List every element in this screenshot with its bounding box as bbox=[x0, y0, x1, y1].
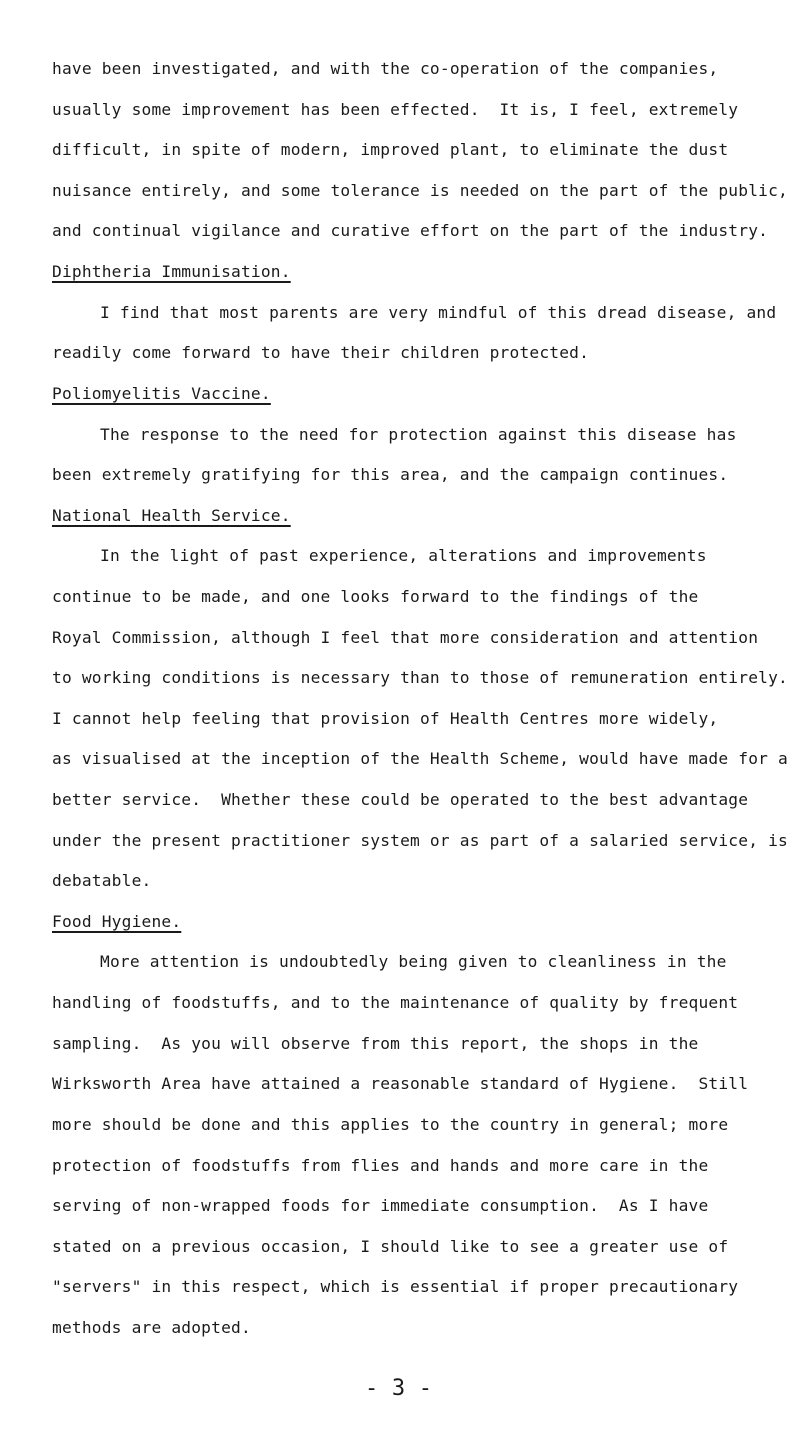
paragraph-line: I find that most parents are very mindful of this dread disease, and bbox=[100, 303, 777, 322]
paragraph-line: In the light of past experience, alterations and improvements bbox=[100, 546, 707, 565]
paragraph-line: sampling. As you will observe from this report, the shops in the bbox=[52, 1034, 699, 1053]
paragraph-line: to working conditions is necessary than to those of remuneration entirely. bbox=[52, 668, 788, 687]
paragraph-line: stated on a previous occasion, I should like to see a greater use of bbox=[52, 1237, 729, 1256]
paragraph-line: methods are adopted. bbox=[52, 1318, 251, 1337]
paragraph-line: I cannot help feeling that provision of Health Centres more widely, bbox=[52, 709, 719, 728]
paragraph-line: more should be done and this applies to the country in general; more bbox=[52, 1115, 729, 1134]
paragraph-line: under the present practitioner system or as part of a salaried service, is bbox=[52, 831, 788, 850]
section-heading-diphtheria: Diphtheria Immunisation. bbox=[52, 262, 291, 281]
paragraph-line: as visualised at the inception of the Health Scheme, would have made for a bbox=[52, 749, 788, 768]
paragraph-line: "servers" in this respect, which is essential if proper precautionary bbox=[52, 1277, 739, 1296]
section-heading-food: Food Hygiene. bbox=[52, 912, 182, 931]
paragraph-line: serving of non-wrapped foods for immediate consumption. As I have bbox=[52, 1196, 709, 1215]
paragraph-line: difficult, in spite of modern, improved plant, to eliminate the dust bbox=[52, 140, 729, 159]
section-heading-polio: Poliomyelitis Vaccine. bbox=[52, 384, 271, 403]
paragraph-line: been extremely gratifying for this area, and the campaign continues. bbox=[52, 465, 729, 484]
page-number: - 3 - bbox=[365, 1376, 433, 1401]
section-heading-nhs: National Health Service. bbox=[52, 506, 291, 525]
paragraph-line: The response to the need for protection against this disease has bbox=[100, 425, 737, 444]
paragraph-line: Wirksworth Area have attained a reasonable standard of Hygiene. Still bbox=[52, 1074, 749, 1093]
paragraph-line: have been investigated, and with the co-operation of the companies, bbox=[52, 59, 719, 78]
paragraph-line: debatable. bbox=[52, 871, 152, 890]
paragraph-line: Royal Commission, although I feel that more consideration and attention bbox=[52, 628, 759, 647]
paragraph-line: and continual vigilance and curative effort on the part of the industry. bbox=[52, 221, 769, 240]
paragraph-line: better service. Whether these could be operated to the best advantage bbox=[52, 790, 749, 809]
paragraph-line: protection of foodstuffs from flies and hands and more care in the bbox=[52, 1156, 709, 1175]
paragraph-line: usually some improvement has been effected. It is, I feel, extremely bbox=[52, 100, 739, 119]
paragraph-line: More attention is undoubtedly being given to cleanliness in the bbox=[100, 952, 727, 971]
paragraph-line: nuisance entirely, and some tolerance is needed on the part of the public, bbox=[52, 181, 788, 200]
paragraph-line: handling of foodstuffs, and to the maintenance of quality by frequent bbox=[52, 993, 739, 1012]
paragraph-line: continue to be made, and one looks forward to the findings of the bbox=[52, 587, 699, 606]
paragraph-line: readily come forward to have their children protected. bbox=[52, 343, 590, 362]
